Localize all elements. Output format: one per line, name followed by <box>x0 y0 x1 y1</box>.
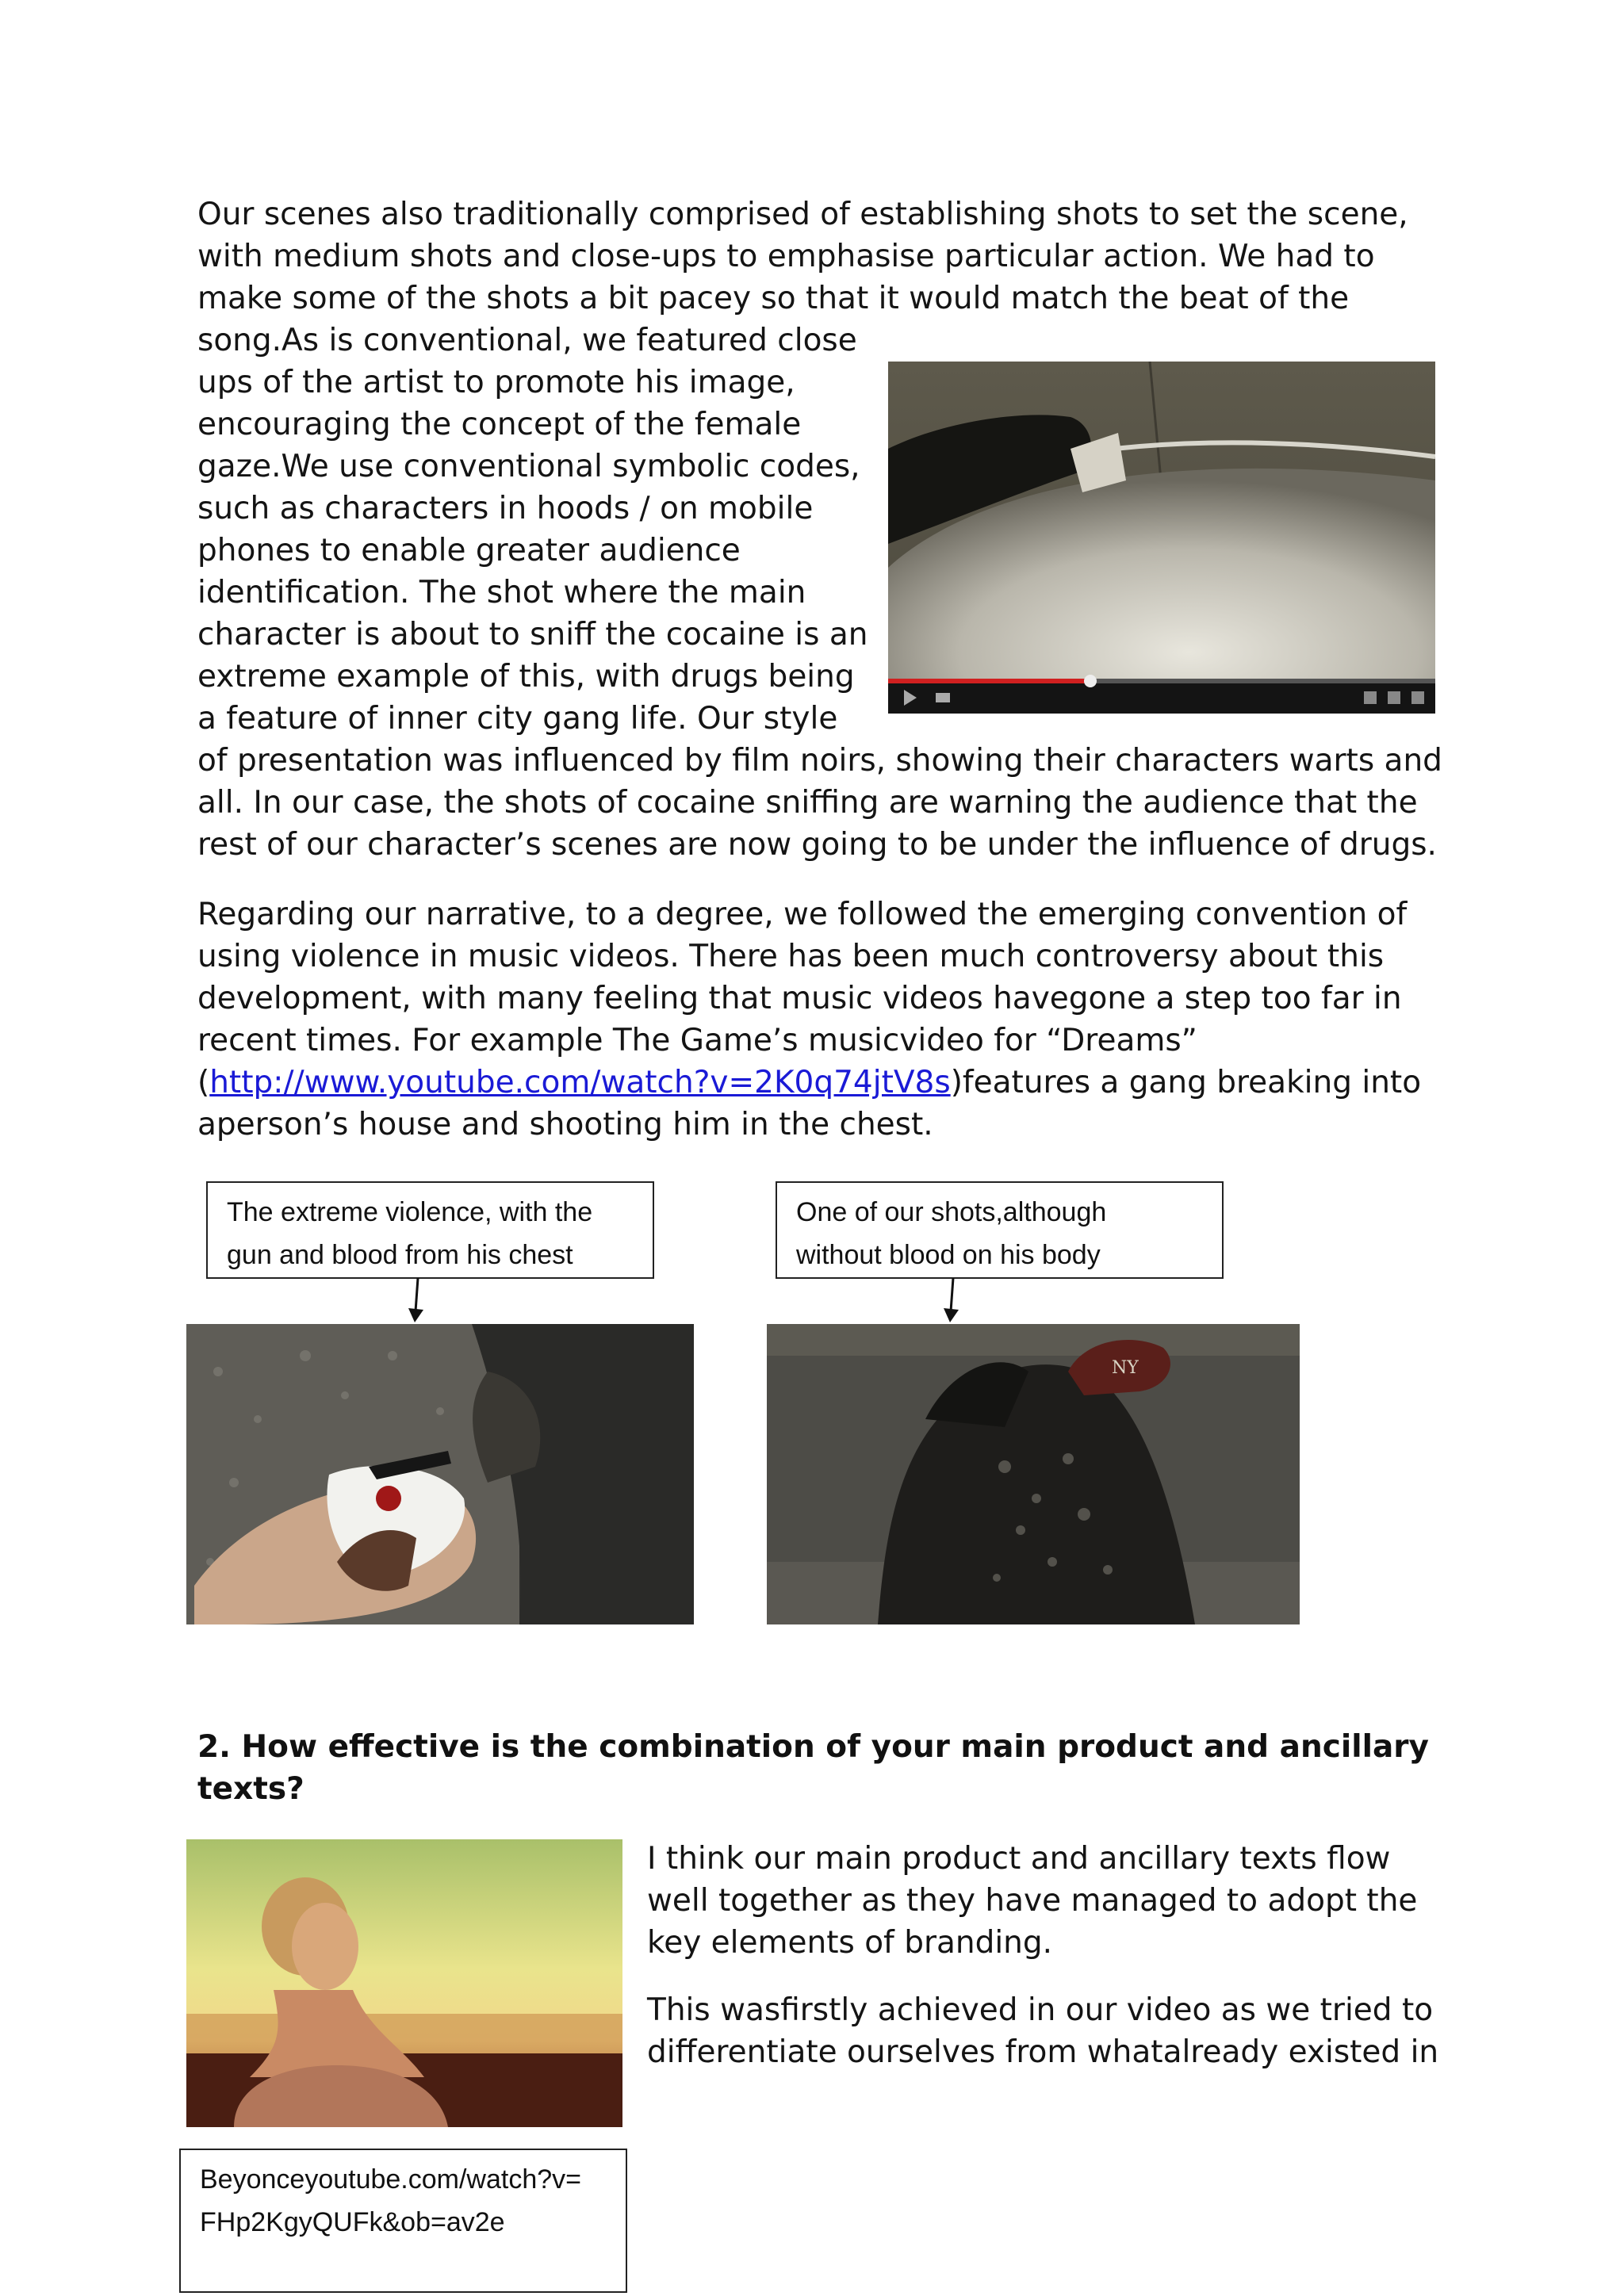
text-line: such as characters in hoods / on mobile <box>197 491 814 526</box>
callout-extreme-violence <box>206 1181 654 1279</box>
paragraph-branding <box>647 1989 1438 2073</box>
callout-beyonce-link <box>179 2149 627 2293</box>
text-line: gaze.We use conventional symbolic codes, <box>197 449 860 484</box>
callout-line: Beyonceyoutube.com/watch?v= <box>200 2164 582 2195</box>
text-line: Our scenes also traditionally comprised of establishing shots to set the scene, <box>197 197 1408 232</box>
text-line: a feature of inner city gang life. Our style <box>197 701 838 737</box>
text-line: I think our main product and ancillary texts flow <box>647 1841 1391 1877</box>
text-line: using violence in music videos. There has been much controversy about this <box>197 939 1385 974</box>
heading-line: texts? <box>197 1771 304 1807</box>
arrow-down-icon <box>940 1278 963 1324</box>
youtube-link[interactable]: http://www.youtube.com/watch?v=2K0q74jtV8s <box>209 1065 951 1100</box>
text-line: all. In our case, the shots of cocaine sniffing are warning the audience that the <box>197 785 1418 821</box>
text-line: extreme example of this, with drugs being <box>197 659 855 695</box>
text-line: with medium shots and close-ups to emphasise particular action. We had to <box>197 239 1375 274</box>
text-line: Regarding our narrative, to a degree, we followed the emerging convention of <box>197 897 1408 932</box>
text-line-with-link <box>197 1062 1421 1104</box>
callout-line: FHp2KgyQUFk&ob=av2e <box>200 2207 505 2237</box>
svg-text:NY: NY <box>1112 1358 1139 1378</box>
video-still-shooting <box>186 1324 694 1624</box>
text-line: rest of our character’s scenes are now going to be under the influence of drugs. <box>197 827 1437 863</box>
text-line: phones to enable greater audience <box>197 533 741 568</box>
arrow-down-icon <box>404 1278 428 1324</box>
text-line: character is about to sniff the cocaine is an <box>197 617 868 652</box>
text-line: well together as they have managed to adopt the <box>647 1883 1418 1919</box>
text-line: of presentation was influenced by film noirs, showing their characters warts and <box>197 743 1442 779</box>
callout-line: The extreme violence, with the <box>227 1197 593 1227</box>
text-line: differentiate ourselves from whatalready existed in <box>647 2034 1439 2070</box>
link-paren-open: ( <box>197 1065 210 1100</box>
paragraph-narrative <box>197 894 1421 1146</box>
callout-line: without blood on his body <box>796 1240 1101 1270</box>
text-line: song.As is conventional, we featured close <box>197 323 857 358</box>
question-heading <box>197 1726 1429 1810</box>
text-line: development, with many feeling that music videos havegone a step too far in <box>197 981 1402 1016</box>
text-line: This wasfirstly achieved in our video as we tried to <box>647 1992 1434 2028</box>
callout-line: gun and blood from his chest <box>227 1240 573 1270</box>
text-line: make some of the shots a bit pacey so that it would match the beat of the <box>197 281 1350 316</box>
text-line: aperson’s house and shooting him in the chest. <box>197 1107 933 1142</box>
text-line: encouraging the concept of the female <box>197 407 802 442</box>
text-line: key elements of branding. <box>647 1925 1053 1961</box>
text-line: identification. The shot where the main <box>197 575 806 610</box>
callout-line: One of our shots,although <box>796 1197 1107 1227</box>
callout-our-shots <box>776 1181 1224 1279</box>
link-trailing-text: )features a gang breaking into <box>950 1065 1422 1100</box>
video-still-beyonce <box>186 1839 622 2127</box>
text-line: ups of the artist to promote his image, <box>197 365 795 400</box>
video-still-our-shot <box>767 1324 1300 1624</box>
text-line: recent times. For example The Game’s musicvideo for “Dreams” <box>197 1023 1197 1058</box>
heading-line: 2. How effective is the combination of your main product and ancillary <box>197 1729 1429 1765</box>
paragraph-flow <box>647 1838 1417 1964</box>
video-still-bathtub <box>888 362 1435 714</box>
